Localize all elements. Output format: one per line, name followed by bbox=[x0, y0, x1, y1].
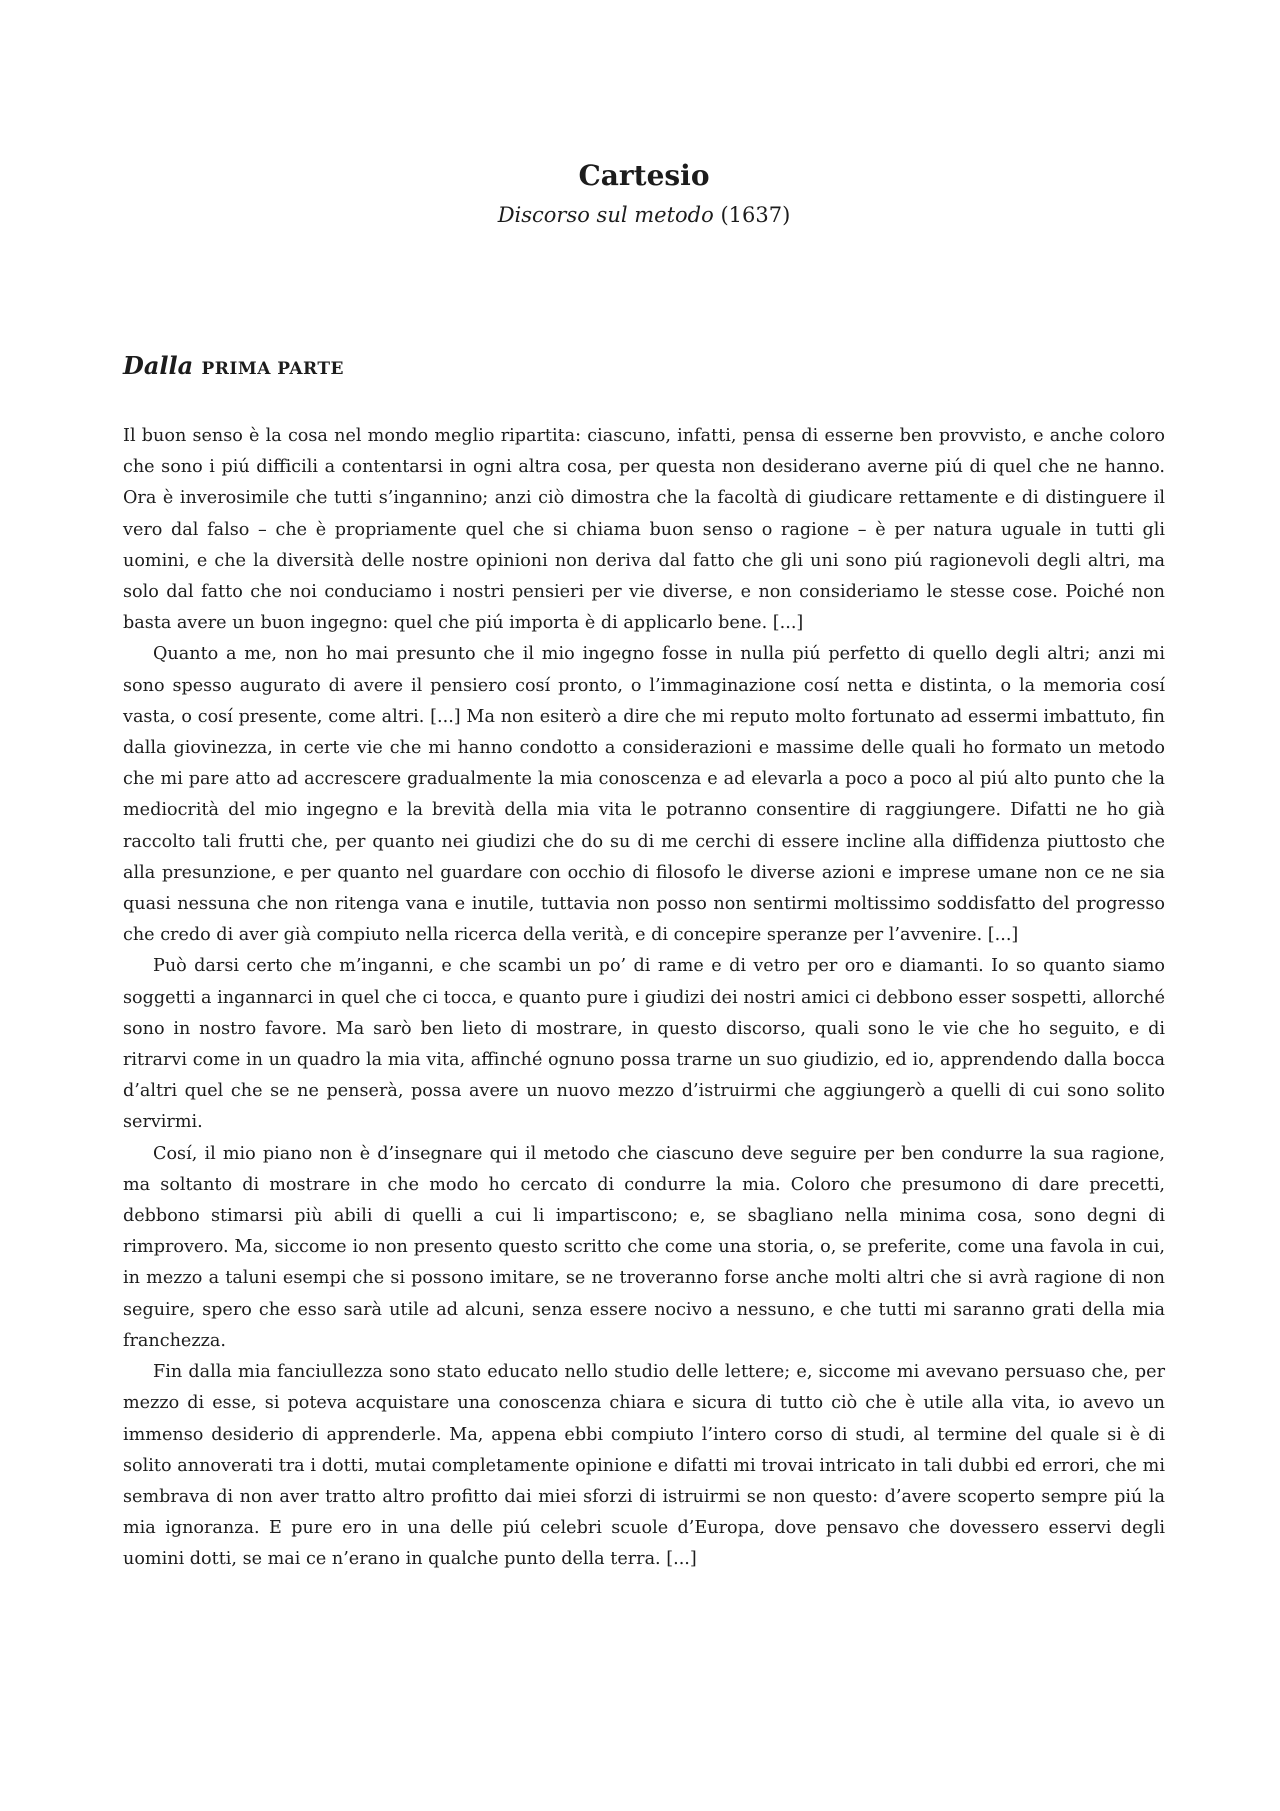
work-subtitle bbox=[123, 200, 1165, 230]
section-heading-name: PRIMA PARTE bbox=[201, 359, 344, 379]
paragraph: Quanto a me, non ho mai presunto che il mio ingegno fosse in nulla piú perfetto di quello degli altri; anzi mi sono spesso augurato di avere il pensiero cosí pronto, o l’immaginazione cosí netta e distinta, o la memoria cosí vasta, o cosí presente, come altri. [...] Ma non esiterò a dire che mi reputo molto fortunato ad essermi imbattuto, fin dalla giovinezza, in certe vie che mi hanno condotto a considerazioni e massime delle quali ho formato un metodo che mi pare atto ad accrescere gradualmente la mia conoscenza e ad elevarla a poco a poco al piú alto punto che la mediocrità del mio ingegno e la brevità della mia vita le potranno consentire di raggiungere. Difatti ne ho già raccolto tali frutti che, per quanto nei giudizi che do su di me cerchi di essere incline alla diffidenza piuttosto che alla presunzione, e per quanto nel guardare con occhio di filosofo le diverse azioni e imprese umane non ce ne sia quasi nessuna che non ritenga vana e inutile, tuttavia non posso non sentirmi moltissimo soddisfatto del progresso che credo di aver già compiuto nella ricerca della verità, e di concepire speranze per l’avvenire. [...] bbox=[123, 644, 1165, 946]
author-title: Cartesio bbox=[578, 159, 710, 192]
paragraph: Fin dalla mia fanciullezza sono stato educato nello studio delle lettere; e, siccome mi avevano persuaso che, per mezzo di esse, si poteva acquistare una conoscenza chiara e sicura di tutto ciò che è utile alla vita, io avevo un immenso desiderio di apprenderle. Ma, appena ebbi compiuto l’intero corso di studi, al termine del quale si è di solito annoverati tra i dotti, mutai completamente opinione e difatti mi trovai intricato in tali dubbi ed errori, che mi sembrava di non aver tratto altro profitto dai miei sforzi di istruirmi se non questo: d’avere scoperto sempre piú la mia ignoranza. E pure ero in una delle piú celebri scuole d’Europa, dove pensavo che dovessero esservi degli uomini dotti, se mai ce n’erano in qualche punto della terra. [...] bbox=[123, 1362, 1165, 1570]
publication-year: (1637) bbox=[720, 203, 791, 227]
body-text bbox=[123, 421, 1165, 1576]
paragraph: Può darsi certo che m’inganni, e che scambi un po’ di rame e di vetro per oro e diamanti. Io so quanto siamo soggetti a ingannarci in quel che ci tocca, e quanto pure i giudizi dei nostri amici ci debbono esser sospetti, allorché sono in nostro favore. Ma sarò ben lieto di mostrare, in questo discorso, quali sono le vie che ho seguito, e di ritrarvi come in un quadro la mia vita, affinché ognuno possa trarne un suo giudizio, ed io, apprendendo dalla bocca d’altri quel che se ne penserà, possa avere un nuovo mezzo d’istruirmi che aggiungerò a quelli di cui sono solito servirmi. bbox=[123, 956, 1165, 1133]
paragraph: Cosí, il mio piano non è d’insegnare qui il metodo che ciascuno deve seguire per ben condurre la sua ragione, ma soltanto di mostrare in che modo ho cercato di condurre la mia. Coloro che presumono di dare precetti, debbono stimarsi più abili di quelli a cui li impartiscono; e, se sbagliano nella minima cosa, sono degni di rimprovero. Ma, siccome io non presento questo scritto che come una storia, o, se preferite, come una favola in cui, in mezzo a taluni esempi che si possono imitare, se ne troveranno forse anche molti altri che si avrà ragione di non seguire, spero che esso sarà utile ad alcuni, senza essere nocivo a nessuno, e che tutti mi saranno grati della mia franchezza. bbox=[123, 1143, 1165, 1351]
section-heading bbox=[123, 350, 1165, 385]
paragraph: Il buon senso è la cosa nel mondo meglio ripartita: ciascuno, infatti, pensa di esserne ben provvisto, e anche coloro che sono i piú difficili a contentarsi in ogni altra cosa, per questa non desiderano averne piú di quel che ne hanno. Ora è inverosimile che tutti s’ingannino; anzi ciò dimostra che la facoltà di giudicare rettamente e di distinguere il vero dal falso – che è propriamente quel che si chiama buon senso o ragione – è per natura uguale in tutti gli uomini, e che la diversità delle nostre opinioni non deriva dal fatto che gli uni sono piú ragionevoli degli altri, ma solo dal fatto che noi conduciamo i nostri pensieri per vie diverse, e non consideriamo le stesse cose. Poiché non basta avere un buon ingegno: quel che piú importa è di applicarlo bene. [...] bbox=[123, 426, 1165, 634]
work-title: Discorso sul metodo bbox=[497, 203, 714, 227]
section-heading-lead: Dalla bbox=[123, 351, 194, 380]
document-page bbox=[123, 150, 1165, 1576]
